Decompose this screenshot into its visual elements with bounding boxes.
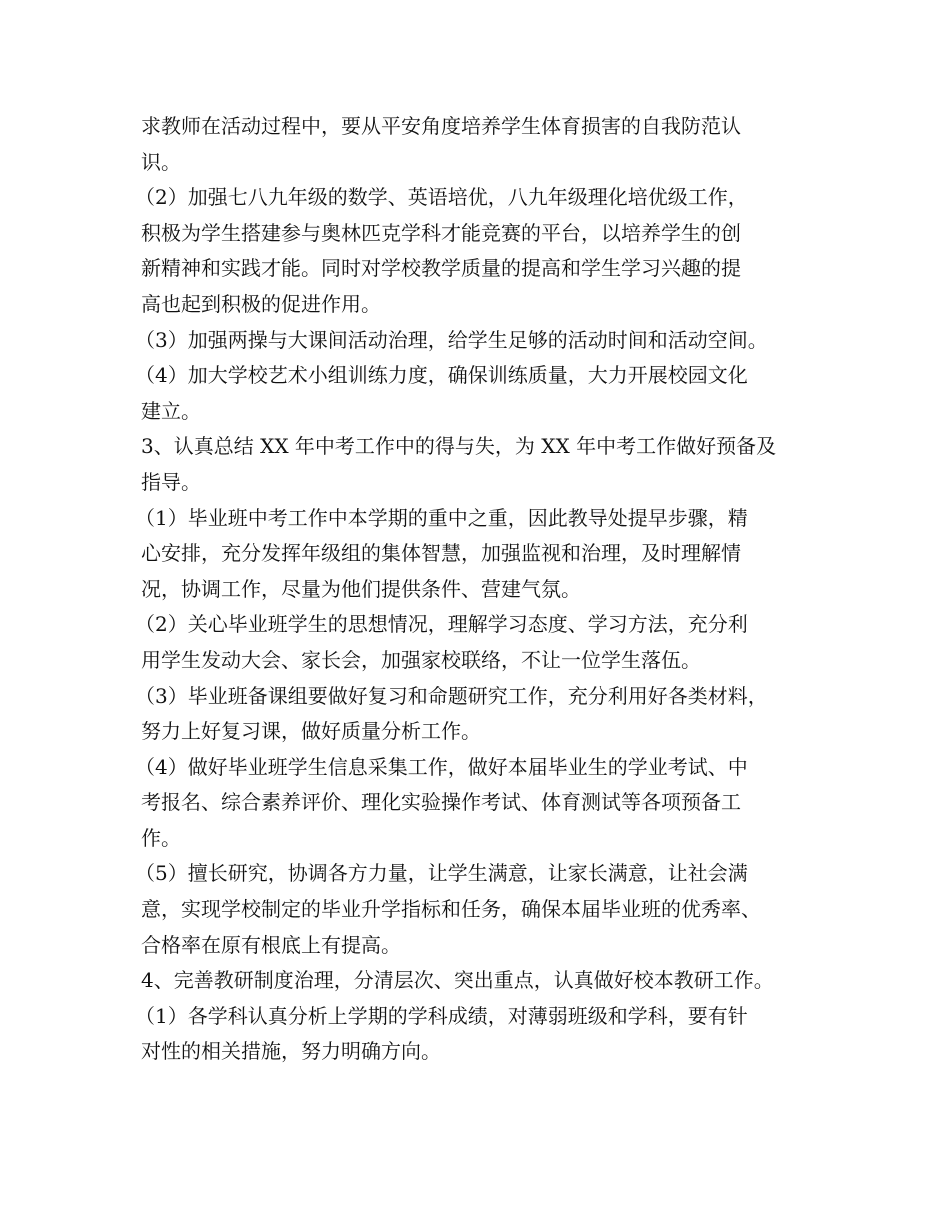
- text-line: 指导。: [141, 469, 201, 494]
- text-line: 心安排，充分发挥年级组的集体智慧，加强监视和治理，及时理解情: [141, 541, 741, 566]
- document-body: [135, 109, 831, 1070]
- text-line: （4）加大学校艺术小组训练力度，确保训练质量，大力开展校园文化: [135, 363, 748, 388]
- text-line: （1）毕业班中考工作中本学期的重中之重，因此教导处提早步骤，精: [135, 505, 748, 530]
- text-line: （3）加强两操与大课间活动治理，给学生足够的活动时间和活动空间。: [135, 327, 768, 352]
- text-line: 努力上好复习课，做好质量分析工作。: [141, 719, 481, 744]
- text-line: 考报名、综合素养评价、理化实验操作考试、体育测试等各项预备工: [141, 790, 741, 815]
- text-line: 合格率在原有根底上有提高。: [141, 932, 401, 957]
- text-line: （2）加强七八九年级的数学、英语培优，八九年级理化培优级工作，: [135, 185, 748, 210]
- section-heading: 3、认真总结 XX 年中考工作中的得与失，为 XX 年中考工作做好预备及: [141, 434, 777, 459]
- text-line: 用学生发动大会、家长会，加强家校联络，不让一位学生落伍。: [141, 647, 701, 672]
- text-line: 况，协调工作，尽量为他们提供条件、营建气氛。: [141, 576, 581, 601]
- text-line: 意，实现学校制定的毕业升学指标和任务，确保本届毕业班的优秀率、: [141, 897, 761, 922]
- text-line: 高也起到积极的促进作用。: [141, 291, 381, 316]
- text-line: （2）关心毕业班学生的思想情况，理解学习态度、学习方法，充分利: [135, 612, 748, 637]
- text-line: （5）擅长研究，协调各方力量，让学生满意，让家长满意，让社会满: [135, 861, 748, 886]
- text-line: 识。: [141, 149, 181, 174]
- text-line: 建立。: [141, 398, 201, 423]
- text-line: （4）做好毕业班学生信息采集工作，做好本届毕业生的学业考试、中: [135, 754, 748, 779]
- text-line: 积极为学生搭建参与奥林匹克学科才能竞赛的平台，以培养学生的创: [141, 220, 741, 245]
- text-line: 作。: [141, 825, 181, 850]
- text-line: 新精神和实践才能。同时对学校教学质量的提高和学生学习兴趣的提: [141, 256, 741, 281]
- text-line: （3）毕业班备课组要做好复习和命题研究工作，充分利用好各类材料，: [135, 683, 768, 708]
- text-line: （1）各学科认真分析上学期的学科成绩，对薄弱班级和学科，要有针: [135, 1003, 748, 1028]
- section-heading: 4、完善教研制度治理，分清层次、突出重点，认真做好校本教研工作。: [141, 968, 774, 993]
- text-line: 对性的相关措施，努力明确方向。: [141, 1039, 441, 1064]
- text-line: 求教师在活动过程中，要从平安角度培养学生体育损害的自我防范认: [141, 114, 741, 138]
